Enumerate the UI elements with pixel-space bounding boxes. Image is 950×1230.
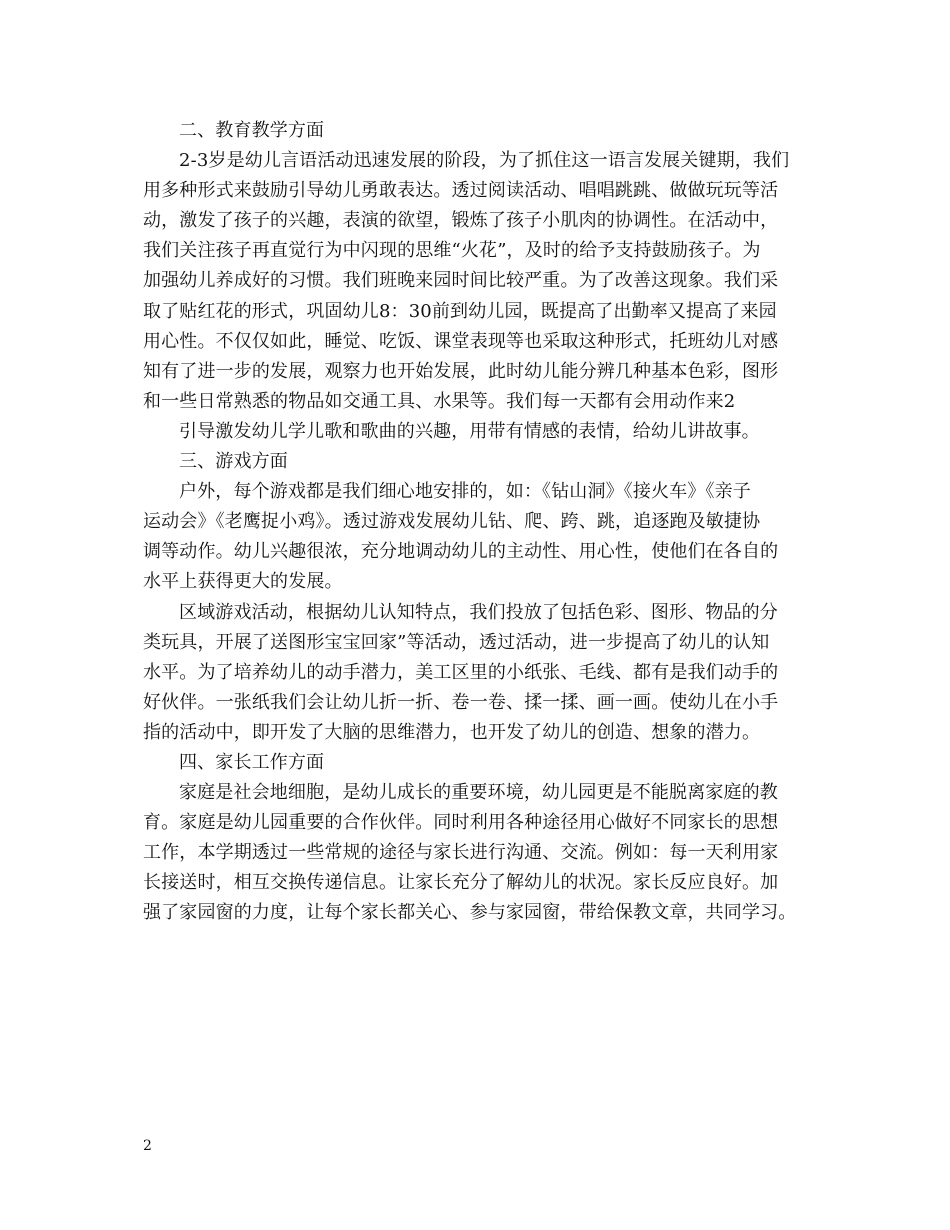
text-line: 水平。为了培养幼儿的动手潜力，美工区里的小纸张、毛线、都有是我们动手的 [143, 661, 779, 683]
text-line: 区域游戏活动，根据幼儿认知特点，我们投放了包括色彩、图形、物品的分 [179, 601, 778, 623]
text-line: 指的活动中，即开发了大脑的思维潜力，也开发了幼儿的创造、想象的潜力。 [143, 721, 761, 743]
text-line: 工作，本学期透过一些常规的途径与家长进行沟通、交流。例如：每一天利用家 [143, 842, 779, 864]
text-line: 动，激发了孩子的兴趣，表演的欲望，锻炼了孩子小肌肉的协调性。在活动中， [143, 210, 779, 232]
text-line: 家庭是社会地细胞，是幼儿成长的重要环境，幼儿园更是不能脱离家庭的教 [179, 782, 778, 804]
text-line: 强了家园窗的力度，让每个家长都关心、参与家园窗，带给保教文章，共同学习。 [143, 902, 797, 924]
text-line: 调等动作。幼儿兴趣很浓，充分地调动幼儿的主动性、用心性，使他们在各自的 [143, 541, 779, 563]
text-line: 户外，每个游戏都是我们细心地安排的，如：《钻山洞》《接火车》《亲子 [179, 481, 751, 503]
text-line: 三、游戏方面 [179, 451, 288, 473]
text-line: 类玩具，开展了送图形宝宝回家”等活动，透过活动，进一步提高了幼儿的认知 [143, 631, 770, 653]
text-line: 引导激发幼儿学儿歌和歌曲的兴趣，用带有情感的表情，给幼儿讲故事。 [179, 420, 760, 442]
document-body [143, 116, 813, 929]
text-line: 育。家庭是幼儿园重要的合作伙伴。同时利用各种途径用心做好不同家长的思想 [143, 812, 779, 834]
page-number: 2 [143, 1138, 152, 1154]
text-line: 用心性。不仅仅如此，睡觉、吃饭、课堂表现等也采取这种形式，托班幼儿对感 [143, 330, 779, 352]
text-line: 二、教育教学方面 [179, 120, 325, 141]
text-line: 取了贴红花的形式，巩固幼儿8：30前到幼儿园，既提高了出勤率又提高了来园 [143, 300, 777, 322]
text-line: 知有了进一步的发展，观察力也开始发展，此时幼儿能分辨几种基本色彩，图形 [143, 360, 779, 382]
text-line: 好伙伴。一张纸我们会让幼儿折一折、卷一卷、揉一揉、画一画。使幼儿在小手 [143, 691, 779, 713]
text-line: 2-3岁是幼儿言语活动迅速发展的阶段，为了抓住这一语言发展关键期，我们 [179, 150, 790, 172]
text-line: 和一些日常熟悉的物品如交通工具、水果等。我们每一天都有会用动作来2 [143, 390, 736, 412]
text-line: 水平上获得更大的发展。 [143, 571, 343, 593]
text-line: 加强幼儿养成好的习惯。我们班晚来园时间比较严重。为了改善这现象。我们采 [143, 270, 779, 292]
text-line: 我们关注孩子再直觉行为中闪现的思维“火花”，及时的给予支持鼓励孩子。为 [143, 240, 761, 262]
text-line: 长接送时，相互交换传递信息。让家长充分了解幼儿的状况。家长反应良好。加 [143, 872, 779, 894]
text-line: 用多种形式来鼓励引导幼儿勇敢表达。透过阅读活动、唱唱跳跳、做做玩玩等活 [143, 180, 779, 202]
text-line: 运动会》《老鹰捉小鸡》。透过游戏发展幼儿钻、爬、跨、跳，追逐跑及敏捷协 [143, 511, 761, 533]
text-line: 四、家长工作方面 [179, 751, 325, 773]
